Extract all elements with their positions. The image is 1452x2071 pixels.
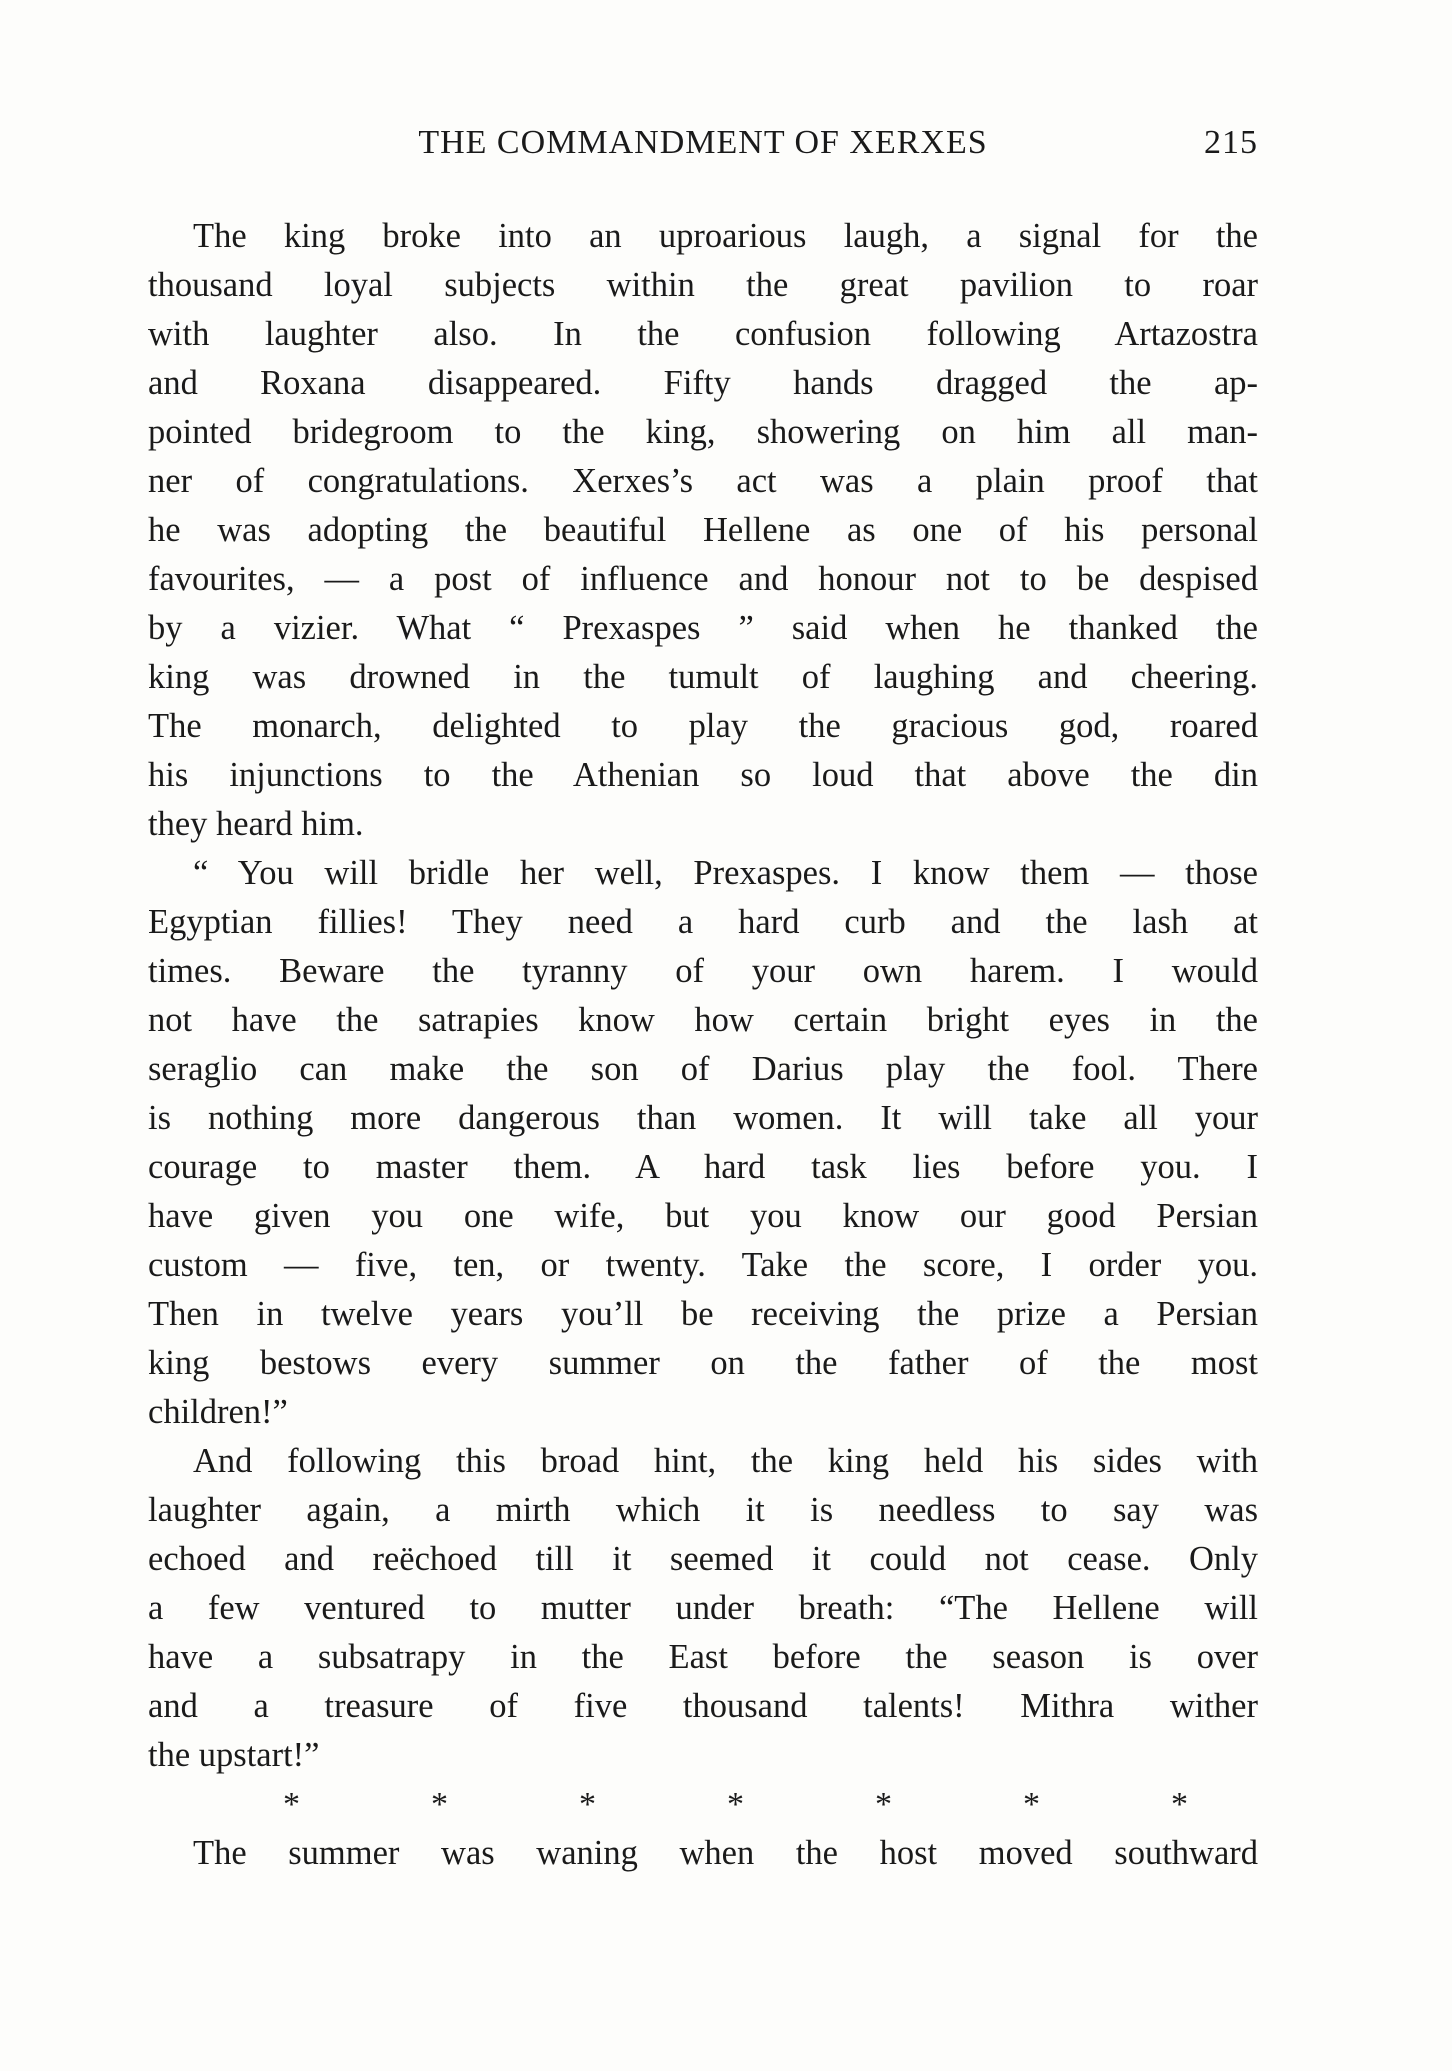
text-line: have a subsatrapy in the East before the season is over <box>148 1638 1258 1676</box>
text-line: is nothing more dangerous than women. It will take all your <box>148 1099 1258 1137</box>
text-line: and a treasure of five thousand talents! Mithra wither <box>148 1687 1258 1725</box>
section-break <box>148 1780 1258 1829</box>
text-line: pointed bridegroom to the king, showering on him all man- <box>148 413 1258 451</box>
asterisk-ornament: * <box>283 1786 300 1823</box>
text-line: have given you one wife, but you know our good Persian <box>148 1197 1258 1235</box>
text-line: king was drowned in the tumult of laughing and cheering. <box>148 658 1258 696</box>
text-line: echoed and reëchoed till it seemed it could not cease. Only <box>148 1540 1258 1578</box>
text-line: seraglio can make the son of Darius play the fool. There <box>148 1050 1258 1088</box>
paragraph-4 <box>148 1829 1258 1878</box>
text-line: the upstart!” <box>148 1736 320 1774</box>
text-line: ner of congratulations. Xerxes’s act was a plain proof that <box>148 462 1258 500</box>
text-line: king bestows every summer on the father of the most <box>148 1344 1258 1382</box>
text-line: a few ventured to mutter under breath: “The Hellene will <box>148 1589 1258 1627</box>
text-line: courage to master them. A hard task lies before you. I <box>148 1148 1258 1186</box>
text-line: “ You will bridle her well, Prexaspes. I know them — those <box>193 854 1258 892</box>
page-number: 215 <box>1204 124 1258 161</box>
text-line: he was adopting the beautiful Hellene as one of his personal <box>148 511 1258 549</box>
page-body <box>148 212 1258 1878</box>
text-line: by a vizier. What “ Prexaspes ” said when he thanked the <box>148 609 1258 647</box>
text-line: The summer was waning when the host moved southward <box>193 1834 1258 1872</box>
text-line: thousand loyal subjects within the great pavilion to roar <box>148 266 1258 304</box>
text-line: not have the satrapies know how certain bright eyes in the <box>148 1001 1258 1039</box>
paragraph-2 <box>148 849 1258 1437</box>
asterisk-ornament: * <box>579 1786 596 1823</box>
asterisk-ornament: * <box>1023 1786 1040 1823</box>
text-line: custom — five, ten, or twenty. Take the score, I order you. <box>148 1246 1258 1284</box>
text-line: And following this broad hint, the king held his sides with <box>193 1442 1258 1480</box>
asterisk-ornament: * <box>875 1786 892 1823</box>
text-line: times. Beware the tyranny of your own harem. I would <box>148 952 1258 990</box>
text-line: laughter again, a mirth which it is needless to say was <box>148 1491 1258 1529</box>
text-line: and Roxana disappeared. Fifty hands dragged the ap- <box>148 364 1258 402</box>
asterisk-ornament: * <box>1171 1786 1188 1823</box>
asterisk-ornament: * <box>431 1786 448 1823</box>
running-header <box>148 124 1258 172</box>
text-line: his injunctions to the Athenian so loud that above the din <box>148 756 1258 794</box>
paragraph-3 <box>148 1437 1258 1780</box>
running-title: THE COMMANDMENT OF XERXES <box>418 124 988 161</box>
text-line: with laughter also. In the confusion following Artazostra <box>148 315 1258 353</box>
asterisk-ornament: * <box>727 1786 744 1823</box>
text-line: Egyptian fillies! They need a hard curb and the lash at <box>148 903 1258 941</box>
text-line: children!” <box>148 1393 288 1431</box>
text-line: they heard him. <box>148 805 364 843</box>
paragraph-1 <box>148 212 1258 849</box>
text-line: The king broke into an uproarious laugh, a signal for the <box>193 217 1258 255</box>
text-line: The monarch, delighted to play the gracious god, roared <box>148 707 1258 745</box>
text-line: Then in twelve years you’ll be receiving the prize a Persian <box>148 1295 1258 1333</box>
text-line: favourites, — a post of influence and honour not to be despised <box>148 560 1258 598</box>
